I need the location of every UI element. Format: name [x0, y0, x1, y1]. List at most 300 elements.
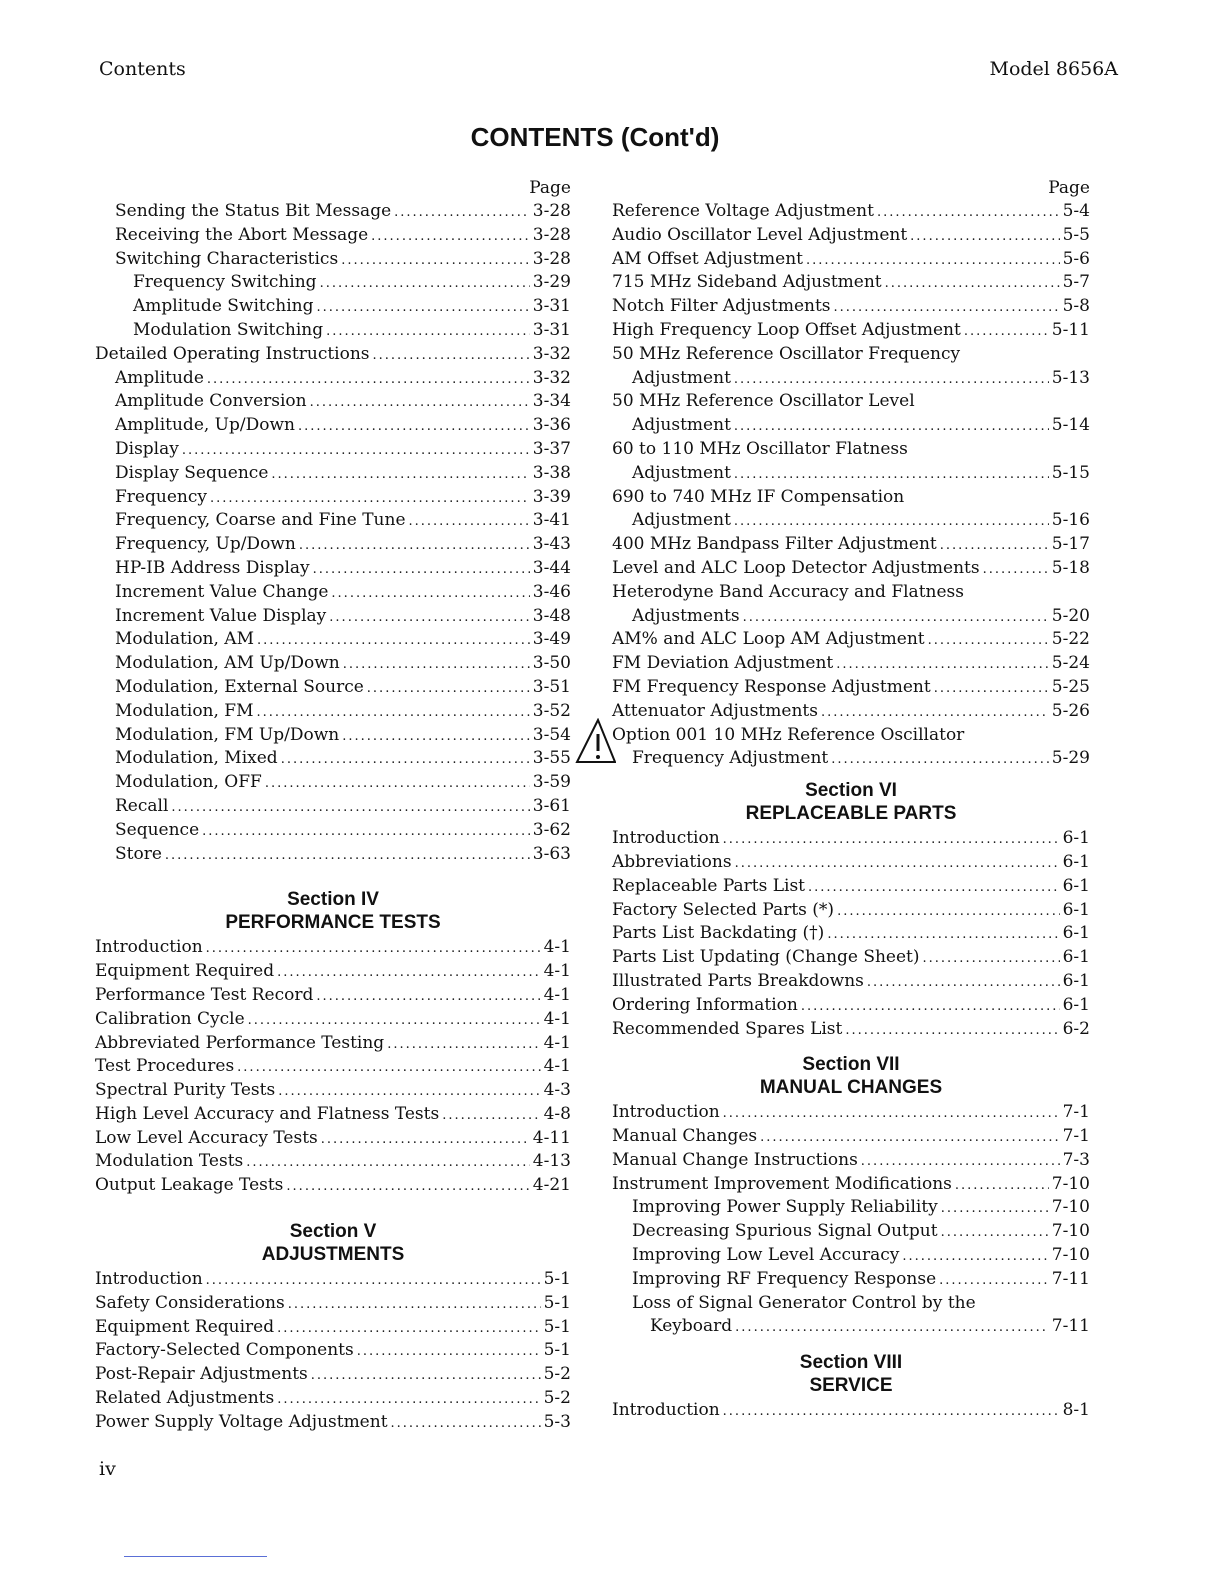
toc-entry-page: 5-16 [1051, 510, 1090, 531]
toc-entry-title: AM% and ALC Loop AM Adjustment [612, 629, 925, 650]
toc-entry-title: Attenuator Adjustments [612, 700, 818, 721]
toc-entry-title: Amplitude, Up/Down [115, 415, 295, 436]
toc-entry-title: Low Level Accuracy Tests [95, 1127, 318, 1148]
toc-entry-page: 7-1 [1062, 1126, 1090, 1147]
toc-entry-title: 50 MHz Reference Oscillator Frequency [612, 343, 961, 364]
toc-entry[interactable] [95, 557, 571, 581]
toc-entry[interactable] [612, 1399, 1090, 1423]
toc-right-column [612, 176, 1090, 1423]
toc-entry-title: Safety Considerations [95, 1292, 285, 1313]
toc-entry-title: Replaceable Parts List [612, 875, 805, 896]
toc-entry-page: 3-50 [532, 653, 571, 674]
toc-entry[interactable] [95, 581, 571, 605]
toc-entry-page: 6-1 [1062, 923, 1090, 944]
dot-leader [165, 844, 530, 868]
toc-entry-title: Introduction [95, 937, 203, 958]
toc-entry-title: Audio Oscillator Level Adjustment [612, 224, 908, 245]
section-title: REPLACEABLE PARTS [745, 803, 957, 825]
dot-leader [394, 201, 530, 225]
toc-entry[interactable] [612, 319, 1090, 343]
toc-entry[interactable] [95, 700, 571, 724]
toc-entry[interactable] [95, 319, 571, 343]
toc-entry[interactable] [95, 724, 571, 748]
dot-leader [939, 1269, 1049, 1293]
toc-entry-title: Sending the Status Bit Message [115, 201, 392, 221]
toc-entry[interactable] [95, 1150, 571, 1174]
toc-entry[interactable] [612, 462, 1090, 486]
toc-entry[interactable] [612, 1101, 1090, 1125]
toc-entry-page: 5-1 [543, 1269, 571, 1290]
toc-entry-title: Related Adjustments [95, 1388, 275, 1409]
toc-entry-title: FM Deviation Adjustment [612, 653, 834, 674]
toc-entry-title: Increment Value Display [115, 605, 327, 626]
toc-entry-title: 60 to 110 MHz Oscillator Flatness [612, 438, 908, 459]
toc-entry[interactable] [95, 1339, 571, 1363]
toc-entry-title: Detailed Operating Instructions [95, 343, 370, 364]
toc-entry[interactable] [95, 747, 571, 771]
toc-entry-title: Ordering Information [612, 994, 798, 1015]
toc-entry[interactable] [95, 343, 571, 367]
toc-entry-page: 3-39 [532, 486, 571, 507]
toc-entry-title: 690 to 740 MHz IF Compensation [612, 486, 905, 507]
toc-entry[interactable] [612, 700, 1090, 724]
toc-entry[interactable] [612, 605, 1090, 629]
page-column-label: Page [529, 178, 571, 198]
toc-entry[interactable] [95, 1387, 571, 1411]
toc-entry-title: Increment Value Change [115, 581, 329, 602]
toc-entry-page: 7-10 [1051, 1173, 1090, 1194]
toc-entry[interactable] [612, 899, 1090, 923]
dot-leader [288, 1293, 541, 1317]
toc-list [612, 827, 1090, 1041]
toc-entry-page: 4-1 [543, 1056, 571, 1077]
toc-entry-page: 7-10 [1051, 1221, 1090, 1242]
dot-leader [329, 606, 530, 630]
toc-entry-title: Power Supply Voltage Adjustment [95, 1411, 388, 1432]
toc-entry[interactable] [95, 771, 571, 795]
toc-entry[interactable] [612, 676, 1090, 700]
toc-entry-title: Parts List Updating (Change Sheet) [612, 947, 920, 968]
toc-entry-title: High Level Accuracy and Flatness Tests [95, 1103, 440, 1124]
toc-entry-title: Abbreviated Performance Testing [95, 1032, 385, 1053]
toc-entry-title: Modulation, OFF [115, 772, 262, 793]
toc-entry[interactable] [95, 1079, 571, 1103]
dot-leader [271, 463, 529, 487]
toc-entry[interactable] [612, 1149, 1090, 1173]
toc-entry[interactable] [95, 652, 571, 676]
toc-entry-page: 6-2 [1062, 1018, 1090, 1039]
toc-entry[interactable] [95, 509, 571, 533]
toc-entry-page: 6-1 [1062, 828, 1090, 849]
toc-entry-title: 715 MHz Sideband Adjustment [612, 272, 882, 293]
toc-entry-page: 3-43 [532, 534, 571, 555]
dot-leader [735, 852, 1060, 876]
dot-leader [760, 1126, 1059, 1150]
dot-leader [983, 558, 1049, 582]
toc-entry-title: Keyboard [650, 1316, 733, 1337]
dot-leader [877, 201, 1060, 225]
toc-entry-page: 5-25 [1051, 676, 1090, 697]
toc-entry-title: Abbreviations [612, 851, 732, 872]
toc-entry[interactable] [95, 271, 571, 295]
dot-leader [964, 320, 1049, 344]
toc-entry[interactable] [95, 819, 571, 843]
section-title: PERFORMANCE TESTS [225, 912, 441, 934]
toc-entry-title: Sequence [115, 819, 200, 840]
toc-entry-title: Recommended Spares List [612, 1018, 843, 1039]
toc-entry[interactable] [95, 1363, 571, 1387]
toc-entry-page: 3-28 [532, 201, 571, 221]
dot-leader [442, 1104, 540, 1128]
dot-leader [885, 272, 1060, 296]
toc-entry-title: Frequency [115, 486, 207, 507]
dot-leader [734, 463, 1049, 487]
section-heading [612, 1053, 1090, 1099]
toc-entry-title: Improving Power Supply Reliability [632, 1197, 938, 1218]
dot-leader [821, 701, 1049, 725]
toc-entry-page: 6-1 [1062, 851, 1090, 872]
toc-entry-page: 5-13 [1051, 367, 1090, 388]
toc-entry-title: AM Offset Adjustment [612, 248, 804, 269]
dot-leader [806, 249, 1060, 273]
toc-entry[interactable] [612, 581, 1090, 605]
toc-entry-page: 5-15 [1051, 462, 1090, 483]
section-number: Section V [289, 1221, 377, 1243]
toc-entry[interactable] [612, 628, 1090, 652]
toc-entry-page: 4-1 [543, 1008, 571, 1029]
running-header-left: Contents [99, 58, 186, 80]
dot-leader [237, 1056, 540, 1080]
toc-entry[interactable] [612, 1125, 1090, 1149]
toc-entry-page: 4-11 [532, 1127, 571, 1148]
toc-entry[interactable] [612, 1268, 1090, 1292]
dot-leader [373, 344, 530, 368]
toc-entry[interactable] [612, 1244, 1090, 1268]
toc-entry-page: 5-18 [1051, 557, 1090, 578]
dot-leader [928, 629, 1049, 653]
toc-entry-title: Receiving the Abort Message [115, 224, 369, 245]
toc-entry-title: Modulation, External Source [115, 676, 364, 697]
toc-entry-page: 3-38 [532, 462, 571, 483]
dot-leader [316, 985, 540, 1009]
toc-entry[interactable] [95, 984, 571, 1008]
toc-entry-page: 5-8 [1062, 296, 1090, 317]
toc-entry-page: 3-46 [532, 581, 571, 602]
toc-entry-title: Introduction [612, 1102, 720, 1123]
toc-entry-page: 7-10 [1051, 1245, 1090, 1266]
toc-entry[interactable] [612, 875, 1090, 899]
toc-list [95, 200, 571, 866]
dot-leader [342, 725, 530, 749]
toc-list [95, 1268, 571, 1435]
toc-entry-page: 4-8 [543, 1103, 571, 1124]
toc-entry-page: 3-31 [532, 319, 571, 340]
section-number: Section VIII [799, 1352, 903, 1374]
toc-entry-page: 8-1 [1062, 1400, 1090, 1421]
page-title: CONTENTS (Cont'd) [470, 122, 720, 152]
section-heading [612, 1351, 1090, 1397]
toc-entry-title: Display [115, 438, 179, 459]
dot-leader [326, 320, 530, 344]
toc-entry-title: Display Sequence [115, 462, 269, 483]
toc-entry[interactable] [95, 676, 571, 700]
toc-entry[interactable] [95, 1292, 571, 1316]
toc-entry[interactable] [95, 795, 571, 819]
dot-leader [834, 296, 1060, 320]
toc-entry[interactable] [612, 946, 1090, 970]
dot-leader [867, 971, 1060, 995]
section-number: Section IV [287, 889, 379, 911]
dot-leader [734, 368, 1049, 392]
dot-leader [367, 677, 530, 701]
toc-entry[interactable] [95, 414, 571, 438]
toc-entry[interactable] [612, 248, 1090, 272]
toc-entry-page: 3-37 [532, 438, 571, 459]
toc-entry[interactable] [95, 843, 571, 867]
toc-entry-page: 3-63 [532, 843, 571, 864]
toc-entry-title: Performance Test Record [95, 984, 314, 1005]
toc-entry-page: 4-1 [543, 984, 571, 1005]
toc-entry-title: Modulation, AM [115, 629, 254, 650]
toc-entry[interactable] [95, 533, 571, 557]
dot-leader [734, 415, 1049, 439]
toc-entry[interactable] [95, 1103, 571, 1127]
dot-leader [955, 1174, 1049, 1198]
toc-entry-page: 3-28 [532, 224, 571, 245]
toc-entry-page: 5-1 [543, 1292, 571, 1313]
toc-entry-title: Manual Change Instructions [612, 1149, 858, 1170]
toc-entry-title: Frequency, Coarse and Fine Tune [115, 510, 406, 531]
footer-rule [124, 1556, 267, 1557]
dot-leader [734, 510, 1049, 534]
dot-leader [940, 534, 1049, 558]
dot-leader [723, 828, 1060, 852]
dot-leader [286, 1175, 529, 1199]
toc-entry[interactable] [612, 200, 1090, 224]
toc-entry[interactable] [612, 827, 1090, 851]
dot-leader [310, 391, 530, 415]
toc-entry-title: Factory-Selected Components [95, 1340, 354, 1361]
dot-leader [321, 1128, 530, 1152]
toc-entry-title: Factory Selected Parts (*) [612, 899, 835, 920]
toc-entry-page: 3-51 [532, 676, 571, 697]
toc-entry-page: 6-1 [1062, 970, 1090, 991]
dot-leader [202, 820, 530, 844]
toc-entry[interactable] [95, 248, 571, 272]
toc-entry-page: 5-20 [1051, 605, 1090, 626]
toc-entry[interactable] [612, 922, 1090, 946]
toc-entry[interactable] [95, 390, 571, 414]
toc-entry-page: 3-32 [532, 343, 571, 364]
toc-entry-page: 3-61 [532, 795, 571, 816]
toc-entry[interactable] [95, 486, 571, 510]
toc-entry[interactable] [612, 1173, 1090, 1197]
toc-entry-title: Adjustment [632, 415, 731, 436]
toc-entry-title: Adjustment [632, 510, 731, 531]
toc-entry[interactable] [95, 1316, 571, 1340]
section-number: Section VI [805, 780, 897, 802]
toc-entry-page: 7-3 [1062, 1149, 1090, 1170]
toc-entry-title: Modulation, FM [115, 700, 254, 721]
dot-leader [357, 1340, 541, 1364]
toc-entry[interactable] [612, 1315, 1090, 1339]
dot-leader [723, 1400, 1060, 1424]
dot-leader [298, 415, 530, 439]
toc-entry[interactable] [612, 271, 1090, 295]
toc-entry-page: 6-1 [1062, 994, 1090, 1015]
dot-leader [313, 558, 530, 582]
toc-entry-title: Frequency Adjustment [632, 748, 829, 769]
toc-entry[interactable] [612, 747, 1090, 771]
toc-entry[interactable] [612, 295, 1090, 319]
toc-entry-page: 3-31 [532, 296, 571, 317]
toc-entry-page: 5-17 [1051, 534, 1090, 555]
toc-entry-title: HP-IB Address Display [115, 557, 310, 578]
toc-entry-page: 7-10 [1051, 1197, 1090, 1218]
dot-leader [831, 748, 1049, 772]
toc-entry-page: 6-1 [1062, 947, 1090, 968]
toc-entry-title: Illustrated Parts Breakdowns [612, 970, 864, 991]
dot-leader [206, 937, 541, 961]
toc-entry-title: Equipment Required [95, 1316, 275, 1337]
toc-entry[interactable] [612, 652, 1090, 676]
toc-entry-page: 7-11 [1051, 1316, 1090, 1337]
toc-entry[interactable] [95, 295, 571, 319]
toc-entry[interactable] [95, 1055, 571, 1079]
toc-entry-title: Amplitude Conversion [115, 391, 307, 412]
dot-leader [248, 1009, 541, 1033]
toc-entry[interactable] [95, 936, 571, 960]
toc-entry[interactable] [612, 851, 1090, 875]
dot-leader [902, 1245, 1048, 1269]
toc-list [95, 936, 571, 1198]
dot-leader [735, 1316, 1049, 1340]
page-column-label: Page [1048, 178, 1090, 198]
toc-entry-title: Loss of Signal Generator Control by the [632, 1292, 976, 1313]
toc-entry[interactable] [95, 628, 571, 652]
toc-entry[interactable] [612, 438, 1090, 462]
toc-entry[interactable] [95, 200, 571, 224]
toc-entry-title: Test Procedures [95, 1056, 235, 1077]
toc-entry-title: FM Frequency Response Adjustment [612, 676, 931, 697]
toc-entry[interactable] [612, 486, 1090, 510]
toc-entry[interactable] [95, 1411, 571, 1435]
toc-entry-title: Modulation Switching [133, 319, 324, 340]
toc-entry-page: 5-14 [1051, 415, 1090, 436]
toc-entry-page: 3-48 [532, 605, 571, 626]
section-heading [95, 888, 571, 934]
toc-entry[interactable] [612, 557, 1090, 581]
section-heading [612, 779, 1090, 825]
toc-entry[interactable] [95, 438, 571, 462]
toc-entry-page: 7-11 [1051, 1268, 1090, 1289]
toc-entry[interactable] [612, 224, 1090, 248]
dot-leader [861, 1150, 1060, 1174]
toc-entry-page: 3-62 [532, 819, 571, 840]
dot-leader [277, 1317, 540, 1341]
toc-entry-title: Adjustment [632, 462, 731, 483]
toc-entry[interactable] [95, 1268, 571, 1292]
toc-entry[interactable] [612, 509, 1090, 533]
dot-leader [278, 1080, 540, 1104]
toc-entry-title: Adjustment [632, 367, 731, 388]
toc-entry-page: 3-32 [532, 367, 571, 388]
toc-entry[interactable] [95, 1174, 571, 1198]
dot-leader [182, 439, 530, 463]
toc-entry-page: 5-2 [543, 1388, 571, 1409]
dot-leader [281, 748, 530, 772]
toc-entry-page: 4-3 [543, 1080, 571, 1101]
toc-entry[interactable] [612, 970, 1090, 994]
toc-entry-title: Modulation, FM Up/Down [115, 724, 340, 745]
toc-entry-page: 3-59 [532, 772, 571, 793]
toc-entry[interactable] [95, 960, 571, 984]
toc-entry-title: Store [115, 843, 162, 864]
dot-leader [257, 629, 530, 653]
toc-entry-title: Reference Voltage Adjustment [612, 201, 874, 221]
toc-entry-page: 5-29 [1051, 748, 1090, 769]
toc-list [612, 1101, 1090, 1339]
toc-entry[interactable] [612, 1018, 1090, 1042]
toc-entry[interactable] [95, 224, 571, 248]
toc-entry[interactable] [612, 1220, 1090, 1244]
toc-entry[interactable] [612, 343, 1090, 367]
dot-leader [387, 1033, 540, 1057]
toc-entry[interactable] [95, 1032, 571, 1056]
toc-entry[interactable] [95, 367, 571, 391]
toc-entry[interactable] [612, 1196, 1090, 1220]
toc-entry-title: Switching Characteristics [115, 248, 339, 269]
dot-leader [343, 653, 530, 677]
toc-entry[interactable] [95, 605, 571, 629]
toc-entry[interactable] [95, 1127, 571, 1151]
dot-leader [257, 701, 530, 725]
toc-entry-title: Introduction [95, 1269, 203, 1290]
toc-entry-page: 5-11 [1051, 319, 1090, 340]
toc-entry[interactable] [612, 390, 1090, 414]
toc-entry[interactable] [612, 533, 1090, 557]
toc-left-column [95, 176, 571, 1435]
dot-leader [743, 606, 1049, 630]
toc-entry[interactable] [612, 367, 1090, 391]
toc-entry[interactable] [95, 462, 571, 486]
toc-entry-page: 5-26 [1051, 700, 1090, 721]
dot-leader [331, 582, 529, 606]
toc-entry[interactable] [612, 1292, 1090, 1316]
toc-entry-title: Recall [115, 795, 169, 816]
dot-leader [311, 1364, 541, 1388]
toc-entry-title: Notch Filter Adjustments [612, 296, 831, 317]
toc-entry-page: 4-13 [532, 1151, 571, 1172]
toc-entry[interactable] [612, 994, 1090, 1018]
dot-leader [941, 1197, 1049, 1221]
toc-entry-page: 6-1 [1062, 899, 1090, 920]
toc-entry-title: Introduction [612, 828, 720, 849]
toc-entry-page: 7-1 [1062, 1102, 1090, 1123]
section-heading [95, 1220, 571, 1266]
toc-entry-title: Spectral Purity Tests [95, 1080, 276, 1101]
toc-entry-page: 3-44 [532, 557, 571, 578]
toc-entry-page: 3-29 [532, 272, 571, 293]
toc-entry[interactable] [95, 1008, 571, 1032]
toc-entry-page: 4-21 [532, 1175, 571, 1196]
toc-entry-page: 4-1 [543, 1032, 571, 1053]
dot-leader [409, 510, 530, 534]
toc-entry-title: Option 001 10 MHz Reference Oscillator [612, 724, 965, 745]
toc-entry-title: Modulation, AM Up/Down [115, 653, 340, 674]
toc-entry[interactable] [612, 414, 1090, 438]
toc-entry[interactable] [612, 724, 1090, 748]
